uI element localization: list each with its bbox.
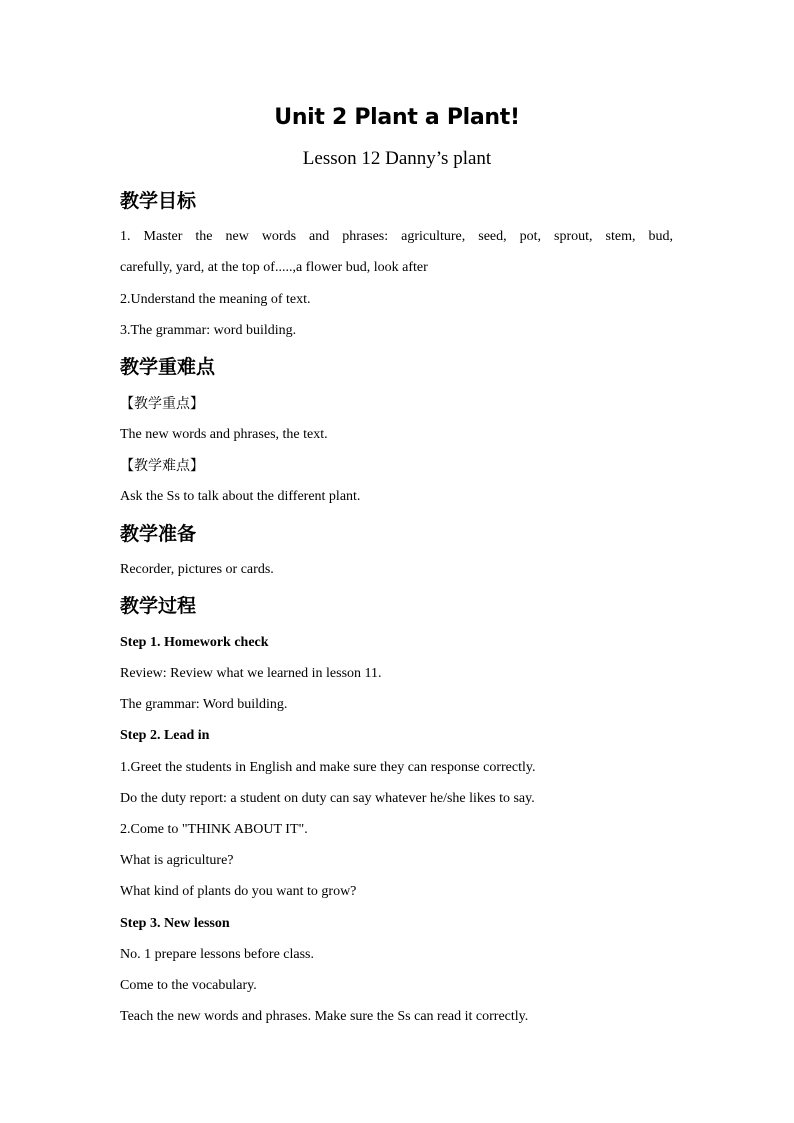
objective-line-2: carefully, yard, at the top of.....,a flower bud, look after bbox=[120, 260, 428, 275]
key-points-heading: 教学重难点 bbox=[120, 356, 216, 378]
process-heading: 教学过程 bbox=[120, 595, 197, 617]
step2-line-3: 2.Come to "THINK ABOUT IT". bbox=[120, 822, 308, 837]
step3-line-2: Come to the vocabulary. bbox=[120, 978, 257, 993]
focus-label: 【教学重点】 bbox=[120, 396, 204, 412]
step3-line-1: No. 1 prepare lessons before class. bbox=[120, 947, 314, 962]
step3-line-3: Teach the new words and phrases. Make sure the Ss can read it correctly. bbox=[120, 1009, 529, 1024]
step1-title: Step 1. Homework check bbox=[120, 635, 269, 650]
step2-line-2: Do the duty report: a student on duty can say whatever he/she likes to say. bbox=[120, 791, 535, 806]
objective-line-1: 1. Master the new words and phrases: agriculture, seed, pot, sprout, stem, bud, bbox=[120, 229, 673, 244]
page-title: Unit 2 Plant a Plant! bbox=[274, 105, 520, 130]
difficulty-text: Ask the Ss to talk about the different plant. bbox=[120, 489, 361, 504]
objective-line-4: 3.The grammar: word building. bbox=[120, 323, 297, 338]
step1-line-2: The grammar: Word building. bbox=[120, 697, 288, 712]
step2-title: Step 2. Lead in bbox=[120, 728, 210, 743]
objectives-heading: 教学目标 bbox=[120, 190, 197, 212]
objective-line-3: 2.Understand the meaning of text. bbox=[120, 292, 311, 307]
preparation-text: Recorder, pictures or cards. bbox=[120, 562, 274, 577]
lesson-subtitle: Lesson 12 Danny’s plant bbox=[302, 148, 492, 169]
step2-line-1: 1.Greet the students in English and make sure they can response correctly. bbox=[120, 760, 536, 775]
focus-text: The new words and phrases, the text. bbox=[120, 427, 328, 442]
step2-line-5: What kind of plants do you want to grow? bbox=[120, 884, 357, 899]
step3-title: Step 3. New lesson bbox=[120, 916, 230, 931]
step1-line-1: Review: Review what we learned in lesson 11. bbox=[120, 666, 382, 681]
difficulty-label: 【教学难点】 bbox=[120, 458, 204, 474]
step2-line-4: What is agriculture? bbox=[120, 853, 234, 868]
preparation-heading: 教学准备 bbox=[120, 523, 197, 545]
